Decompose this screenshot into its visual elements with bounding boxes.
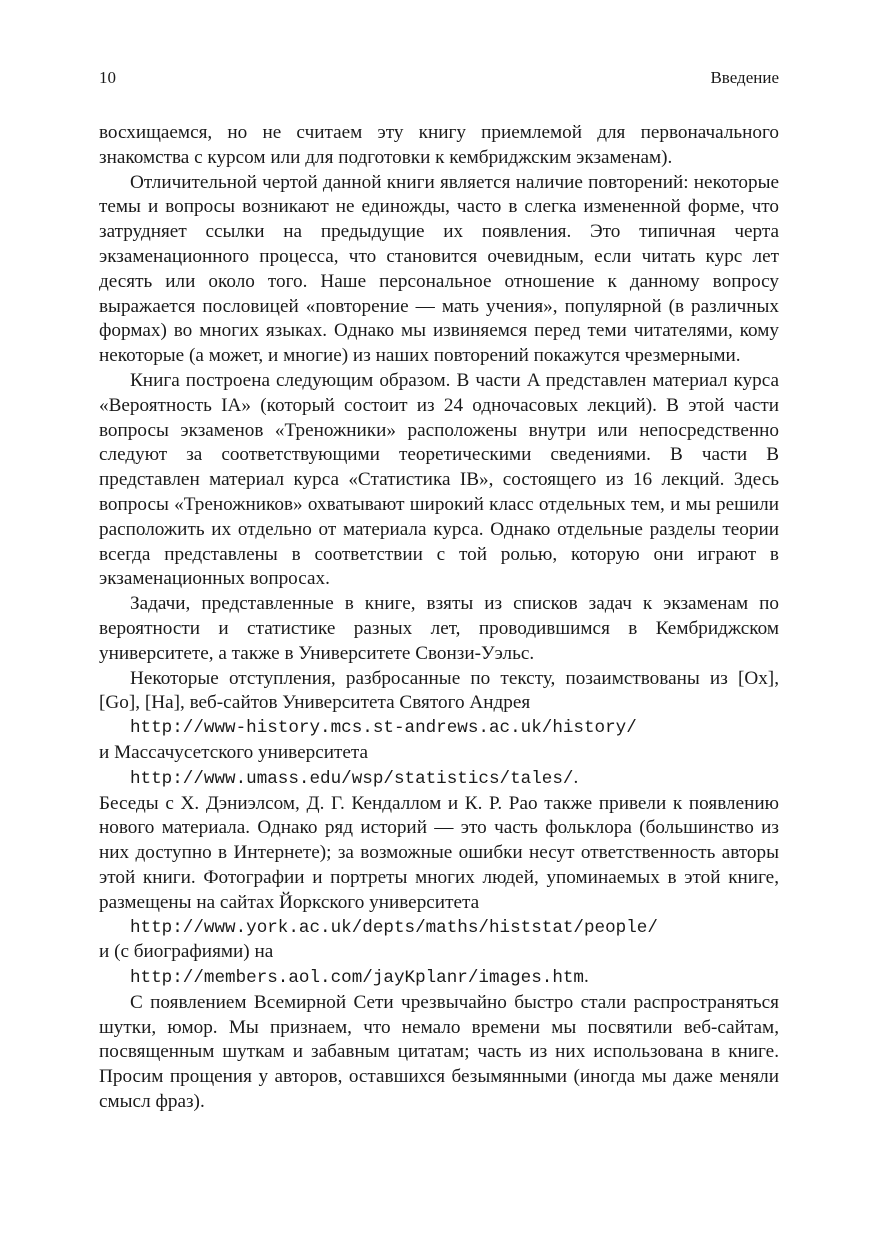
- running-title: Введение: [710, 68, 779, 87]
- url-aol-period: .: [584, 966, 589, 988]
- url-aol: http://members.aol.com/jayKplanr/images.htm: [130, 968, 584, 989]
- url-umass-period: .: [573, 766, 579, 788]
- url-umass-line: [99, 766, 779, 792]
- url-st-andrews: http://www-history.mcs.st-andrews.ac.uk/history/: [130, 718, 637, 739]
- url-aol-line: [99, 965, 779, 991]
- paragraph-conversations: Беседы с Х. Дэниэлсом, Д. Г. Кендаллом и К. Р. Рао также привели к появлению нового материала. Однако ряд историй — это часть фольклора (большинство из них доступно в Интернете); за возможные ошибки несут ответственность авторы этой книги. Фотографии и портреты многих людей, упоминаемых в этой книге, размещены на сайтах Йоркского университета: [99, 792, 779, 913]
- paragraph-biographies-intro: и (с биографиями) на: [99, 941, 274, 963]
- paragraph-umass-intro: и Массачусетского университета: [99, 741, 369, 763]
- running-header: [99, 66, 779, 90]
- url-umass: http://www.umass.edu/wsp/statistics/tales/: [130, 768, 574, 789]
- paragraph-continuation: восхищаемся, но не считаем эту книгу приемлемой для первоначального знакомства с курсом или для подготовки к кембриджским экзаменам).: [99, 122, 779, 168]
- book-page: [99, 0, 779, 1240]
- paragraph-web-humor: С появлением Всемирной Сети чрезвычайно быстро стали распространяться шутки, юмор. Мы признаем, что немало времени мы посвятили веб-сайтам, посвященным шуткам и забавным цитатам; часть из них использована в книге. Просим прощения у авторов, оставшихся безымянными (иногда мы даже меняли смысл фраз).: [99, 991, 779, 1113]
- page-number: 10: [99, 68, 116, 87]
- paragraph-digressions: Некоторые отступления, разбросанные по тексту, позаимствованы из [Ox], [Go], [Ha], веб-сайтов Университета Святого Андрея: [99, 667, 779, 714]
- url-york: http://www.york.ac.uk/depts/maths/histstat/people/: [130, 917, 658, 938]
- paragraph-book-structure: Книга построена следующим образом. В части A представлен материал курса «Вероятность IA» (который состоит из 24 одночасовых лекций). В этой части вопросы экзаменов «Треножники» расположены внутри или непосредственно следуют за соответствующими теоретическими сведениями. В части B представлен материал курса «Статистика IB», состоящего из 16 лекций. Здесь вопросы «Треножников» охватывают широкий класс отдельных тем, и мы решили расположить их отдельно от материала курса. Однако отдельные разделы теории всегда представлены в соответствии с той ролью, которую они играют в экзаменационных вопросах.: [99, 369, 779, 590]
- paragraph-repetitions: Отличительной чертой данной книги является наличие повторений: некоторые темы и вопросы возникают не единожды, часто в слегка измененной форме, что затрудняет ссылки на предыдущие их появления. Это типичная черта экзаменационного процесса, что становится очевидным, если читать курс лет десять или около того. Наше персональное отношение к данному вопросу выражается пословицей «повторение — мать учения», популярной (в различных формах) во многих языках. Однако мы извиняемся перед теми читателями, кому некоторые (а может, и многие) из наших повторений покажутся чрезмерными.: [99, 171, 779, 367]
- body-text: [99, 121, 779, 1115]
- paragraph-problem-sources: Задачи, представленные в книге, взяты из списков задач к экзаменам по вероятности и статистике разных лет, проводившимся в Кембриджском университете, а также в Университете Свонзи-Уэльс.: [99, 593, 779, 664]
